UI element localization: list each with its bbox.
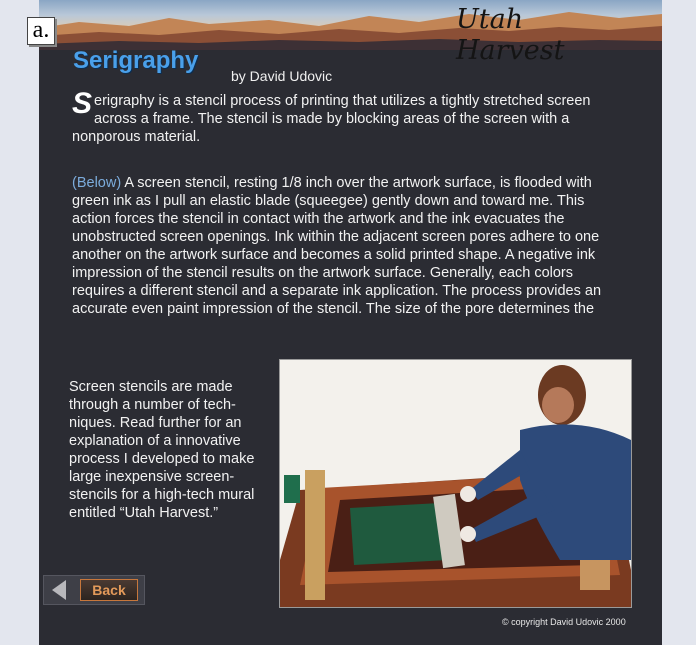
brand-text: Utah Harvest <box>456 4 565 66</box>
screen-printing-photo <box>279 359 632 608</box>
back-arrow-icon <box>52 580 66 600</box>
below-label: (Below) <box>72 175 122 191</box>
byline: by David Udovic <box>231 68 333 84</box>
drop-cap: S <box>72 87 93 120</box>
plate-label: a. <box>27 17 55 45</box>
page-title: Serigraphy <box>73 47 199 74</box>
intro-paragraph <box>72 87 620 146</box>
side-paragraph: Screen stencils are made through a number of tech-niques. Read further for an explanation of a innovative process I developed to make large inexpensive screen-stencils for a high-tech mural entitled “Utah Harvest.” <box>69 379 255 521</box>
process-paragraph <box>72 174 620 318</box>
copyright-notice: © copyright David Udovic 2000 <box>502 617 626 627</box>
back-button[interactable] <box>43 575 145 605</box>
utah-harvest-logo <box>456 0 666 66</box>
back-button-label: Back <box>80 579 138 601</box>
process-text: A screen stencil, resting 1/8 inch over the artwork surface, is flooded with green ink as I pull an elastic blade (squeegee) gently down and toward me. This action forces the stencil in contact with the artwork and the ink evacuates the unobstructed screen openings. Ink within the adjacent screen pores adhere to one another on the artwork surface and becomes a solid printed shape. A negative ink impression of the stencil results on the artwork surface. Generally, each colors requires a different stencil and a separate ink application. The process provides an accurate even paint impression of the stencil. The size of the pore determines the <box>72 175 602 317</box>
intro-text: erigraphy is a stencil process of printing that utilizes a tightly stretched screen across a frame. The stencil is made by blocking areas of the screen with a nonporous material. <box>72 93 591 145</box>
